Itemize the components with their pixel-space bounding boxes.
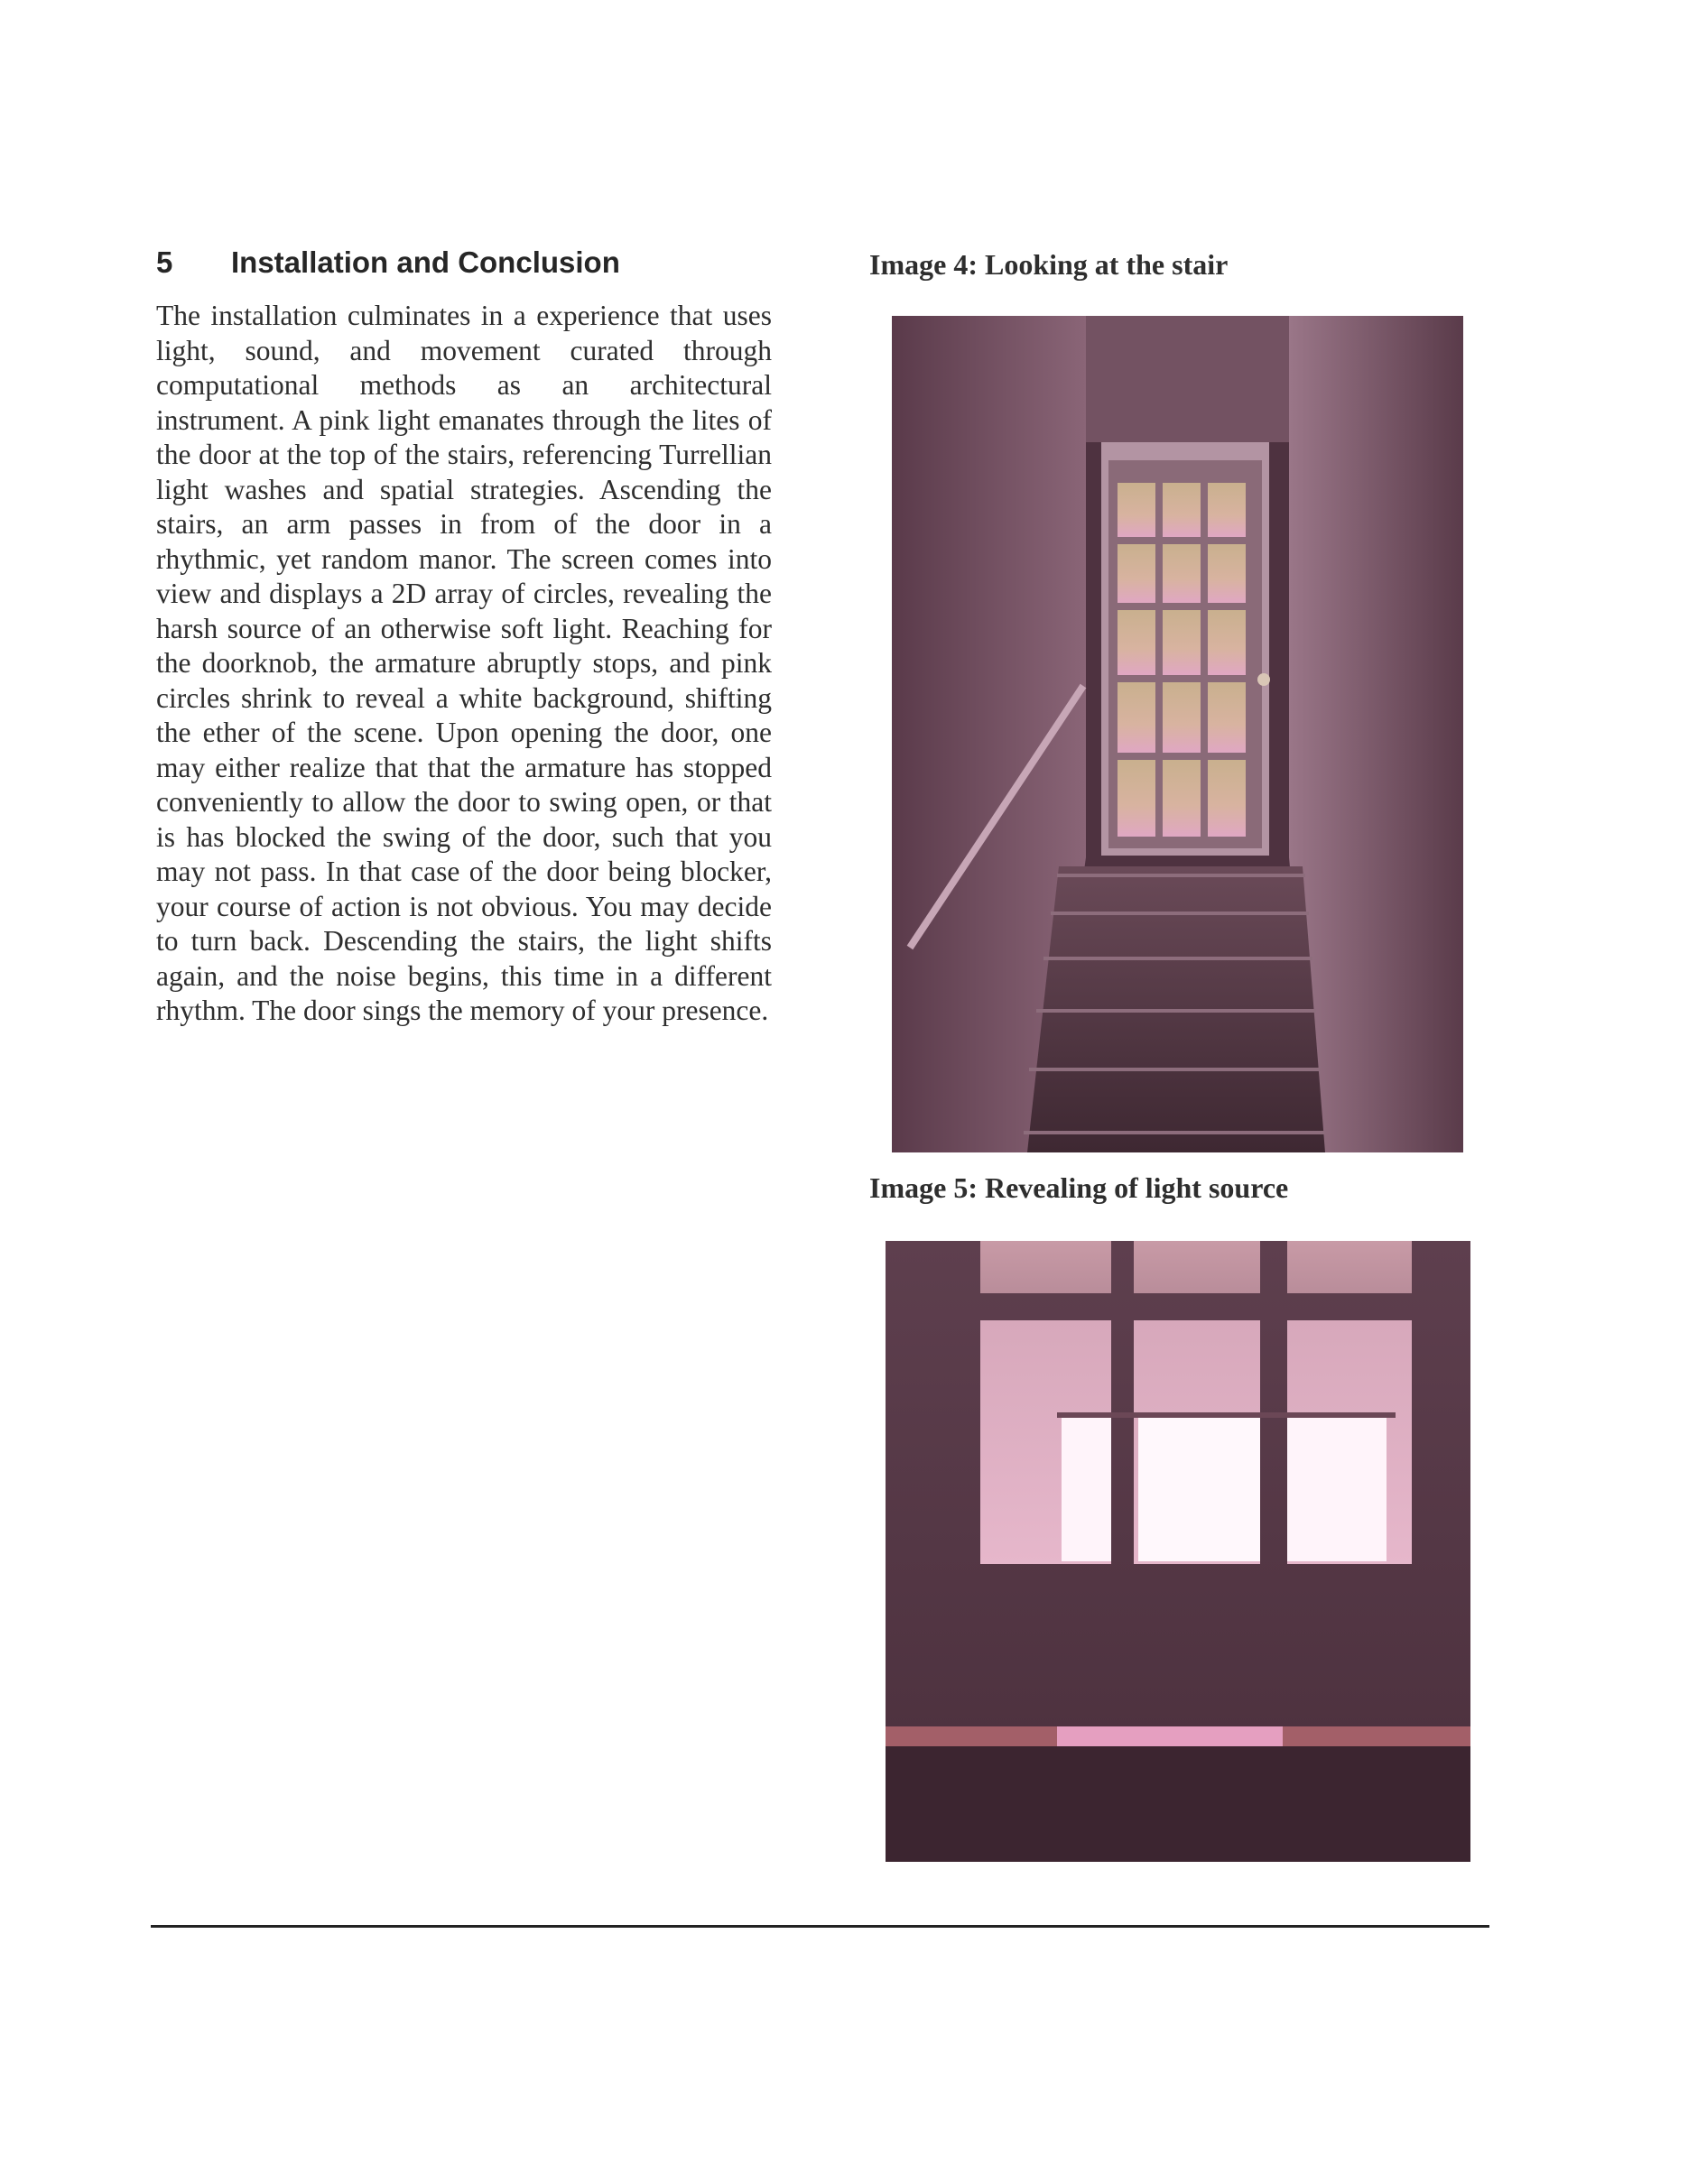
footer-rule xyxy=(151,1925,1489,1928)
body-paragraph: The installation culminates in a experience that uses light, sound, and movement curated through computational methods as an architectural instrument. A pink light emanates through the lites of the door at the top of the stairs, referencing Turrellian light washes and spatial strategies. Ascending the stairs, an arm passes in from of the door in a rhythmic, yet random manor. The screen comes into view and displays a 2D array of circles, revealing the harsh source of an otherwise soft light. Reaching for the doorknob, the armature abruptly stops, and pink circles shrink to reveal a white background, shifting the ether of the scene. Upon opening the door, one may either realize that that the armature has stopped conveniently to allow the door to swing open, or that is has blocked the swing of the door, such that you may not pass. In that case of the door being blocker, your course of action is not obvious. You may decide to turn back. Descending the stairs, the light shifts again, and the noise begins, this time in a different rhythm. The door sings the memory of your presence. xyxy=(156,300,772,1026)
section-number: 5 xyxy=(156,245,173,279)
figure-caption-image-4: Image 4: Looking at the stair xyxy=(869,248,1229,281)
stair-photo xyxy=(892,316,1463,1152)
section-heading xyxy=(156,245,788,280)
light-source-photo xyxy=(886,1241,1470,1862)
figure-caption-image-5: Image 5: Revealing of light source xyxy=(869,1171,1289,1204)
section-title: Installation and Conclusion xyxy=(231,245,620,279)
